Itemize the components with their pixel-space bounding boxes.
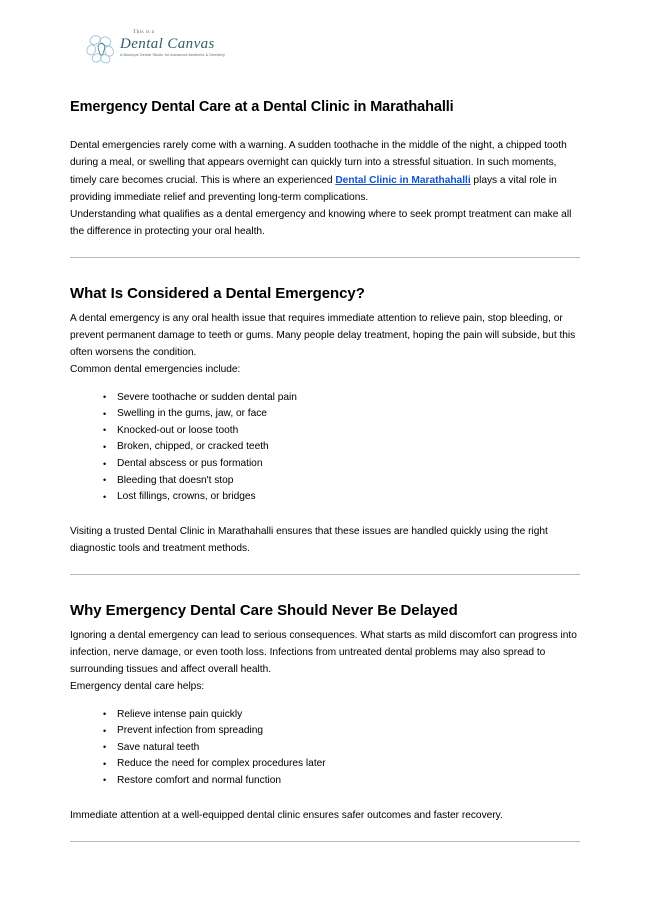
- list-item: • Knocked-out or loose tooth: [103, 423, 580, 440]
- list-item: • Swelling in the gums, jaw, or face: [103, 406, 580, 423]
- section-list-intro: Common dental emergencies include:: [70, 364, 241, 376]
- section-heading: Why Emergency Dental Care Should Never Be Delayed: [70, 602, 458, 620]
- list-item: • Bleeding that doesn't stop: [103, 473, 580, 490]
- section-closing-paragraph: Immediate attention at a well-equipped dental clinic ensures safer outcomes and faster recovery.: [70, 809, 503, 821]
- logo-name: Dental Canvas: [120, 35, 215, 52]
- logo-tagline: A Boutique Dental Studio for Advanced Aesthetic & Dentistry: [120, 52, 225, 57]
- list-item: • Reduce the need for complex procedures later: [103, 756, 580, 773]
- section-paragraph: A dental emergency is any oral health issue that requires immediate attention to relieve pain, stop bleeding, or prevent permanent damage to teeth or gums. Many people delay treatment, hoping the pain will subside, but this often worsens the condition.: [70, 312, 576, 359]
- section-paragraph: Ignoring a dental emergency can lead to serious consequences. What starts as mild discomfort can progress into infection, nerve damage, or even tooth loss. Infections from untreated dental problems may also spread to surrounding tissues and affect overall health.: [70, 629, 577, 676]
- section-divider-3: [70, 841, 580, 842]
- section-closing-paragraph: Visiting a trusted Dental Clinic in Marathahalli ensures that these issues are handled quickly using the right diagnostic tools and treatment methods.: [70, 525, 548, 555]
- intro-text-part1: Dental emergencies rarely come with a warning. A sudden toothache in the middle of the night, a chipped tooth during a meal, or swelling that appears overnight can quickly turn into a stressful situation. In such moments, timely care becomes crucial. This is where an experienced: [70, 140, 567, 186]
- flower-tooth-logo-icon: [84, 32, 118, 66]
- list-item: • Dental abscess or pus formation: [103, 456, 580, 473]
- section-why-never-delayed: [70, 601, 580, 823]
- dental-clinic-link[interactable]: Dental Clinic in Marathahalli: [335, 174, 471, 186]
- intro-paragraph-2: Understanding what qualifies as a dental emergency and knowing where to seek prompt treatment can make all the difference in protecting your oral health.: [70, 208, 572, 238]
- list-item: • Severe toothache or sudden dental pain: [103, 390, 580, 407]
- section-heading: What Is Considered a Dental Emergency?: [70, 285, 365, 303]
- intro-paragraph: [70, 137, 580, 206]
- list-item: • Relieve intense pain quickly: [103, 707, 580, 724]
- emergency-types-list: [70, 390, 580, 506]
- list-item: • Save natural teeth: [103, 740, 580, 757]
- list-item: • Restore comfort and normal function: [103, 773, 580, 790]
- logo-header: [70, 0, 580, 88]
- emergency-benefits-list: [70, 707, 580, 790]
- list-item: • Prevent infection from spreading: [103, 723, 580, 740]
- page-title: Emergency Dental Care at a Dental Clinic in Marathahalli: [70, 99, 454, 115]
- logo-pretext: This is a: [133, 29, 155, 35]
- list-item: • Lost fillings, crowns, or bridges: [103, 489, 580, 506]
- logo-wordmark: [120, 30, 225, 57]
- section-what-is-considered: [70, 284, 580, 557]
- list-item: • Broken, chipped, or cracked teeth: [103, 439, 580, 456]
- section-list-intro: Emergency dental care helps:: [70, 681, 205, 693]
- intro-text-part2: plays a vital role in providing immediate relief and preventing long-term complications.: [70, 174, 557, 203]
